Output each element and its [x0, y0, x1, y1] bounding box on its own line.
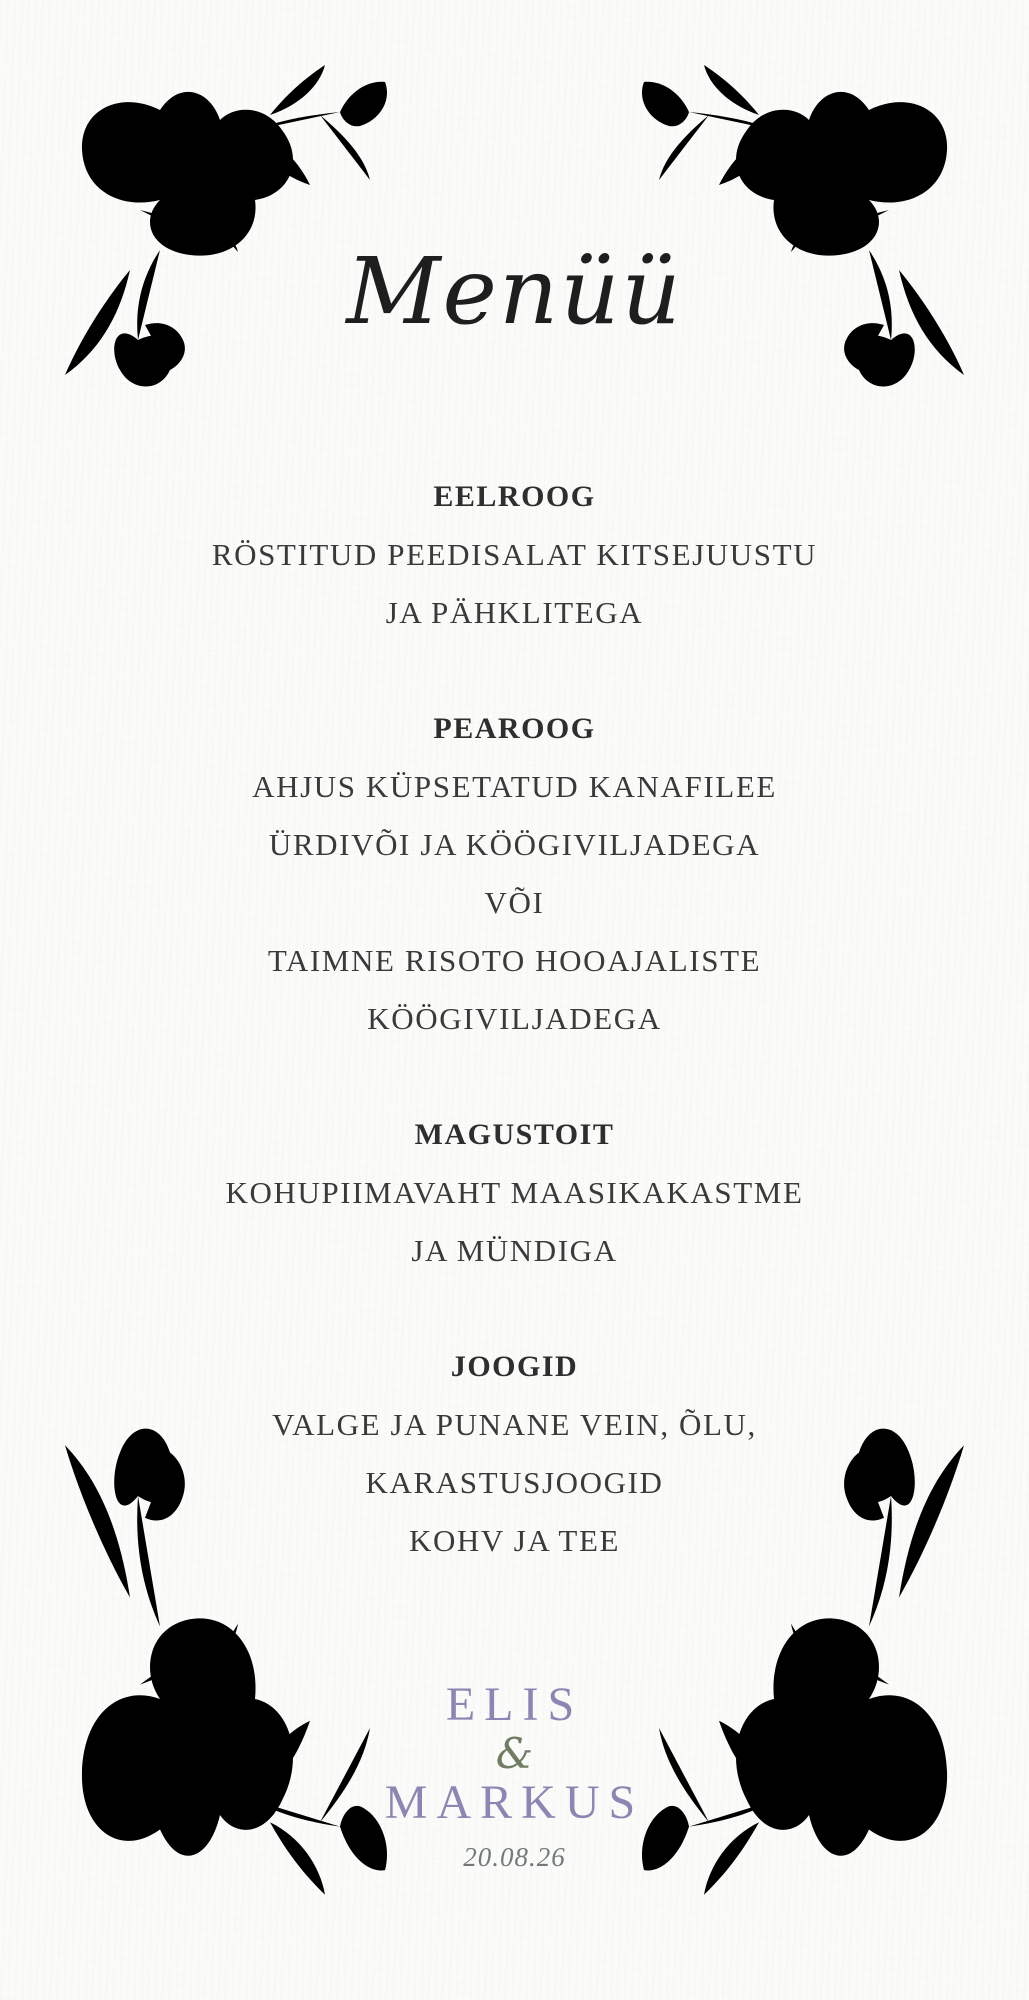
menu-line: AHJUS KÜPSETATUD KANAFILEE: [252, 769, 777, 804]
menu-line: TAIMNE RISOTO HOOAJALISTE: [267, 943, 762, 978]
menu-section-dessert: [0, 1106, 1029, 1280]
menu-line: KOHUPIIMAVAHT MAASIKAKASTME: [225, 1175, 804, 1210]
section-heading: JOOGID: [450, 1350, 579, 1383]
menu-section-starter: [0, 468, 1029, 642]
wedding-date: 20.08.26: [463, 1842, 566, 1872]
menu-line: VÕI: [484, 885, 545, 920]
menu-line: KARASTUSJOOGID: [365, 1465, 664, 1500]
menu-line: JA PÄHKLITEGA: [385, 595, 644, 630]
menu-line: KÖÖGIVILJADEGA: [367, 1001, 662, 1036]
menu-title: Menüü: [346, 238, 683, 345]
bride-name: ELIS: [445, 1678, 584, 1731]
menu-line: KOHV JA TEE: [408, 1523, 621, 1558]
menu-line: RÖSTITUD PEEDISALAT KITSEJUUSTU: [211, 537, 818, 572]
menu-line: JA MÜNDIGA: [411, 1233, 618, 1268]
menu-line: VALGE JA PUNANE VEIN, ÕLU,: [272, 1407, 757, 1442]
groom-name: MARKUS: [384, 1776, 645, 1829]
menu-section-drinks: [0, 1338, 1029, 1570]
section-heading: EELROOG: [433, 480, 596, 513]
section-heading: PEAROOG: [433, 712, 596, 745]
menu-line: ÜRDIVÕI JA KÖÖGIVILJADEGA: [268, 827, 761, 862]
ampersand: &: [495, 1729, 534, 1778]
section-heading: MAGUSTOIT: [414, 1118, 615, 1151]
menu-sections: [0, 468, 1029, 1628]
menu-section-main: [0, 700, 1029, 1048]
couple-names: [0, 1676, 1029, 1882]
